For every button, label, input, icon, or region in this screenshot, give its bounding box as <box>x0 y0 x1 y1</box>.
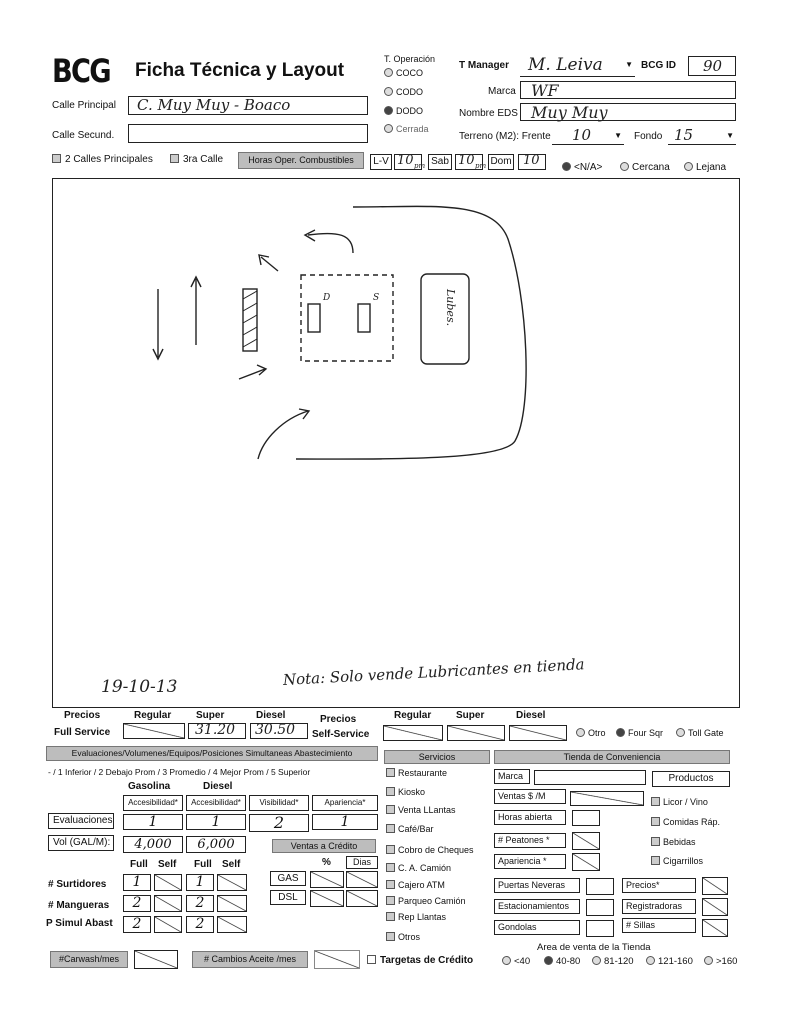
vol-label: Vol (GAL/M): <box>48 835 114 851</box>
self-diesel-field[interactable] <box>509 725 567 741</box>
terreno-label: Terreno (M2): Frente <box>459 131 551 142</box>
pump-dashed-box <box>301 275 393 361</box>
simul-self-gas[interactable] <box>154 916 182 933</box>
horas-oper-button[interactable]: Horas Oper. Combustibles <box>238 152 364 169</box>
self-super-label: Super <box>456 710 485 721</box>
checkbox-icon <box>651 856 660 865</box>
prox-cercana[interactable]: Cercana <box>620 162 670 173</box>
radio-icon <box>384 87 393 96</box>
mangueras-self-dsl[interactable] <box>217 895 247 912</box>
tienda-marca-label: Marca <box>494 769 530 784</box>
ventas-credito-button[interactable]: Ventas a Crédito <box>272 839 376 853</box>
date-note: 19-10-13 <box>101 677 178 697</box>
sillas-label: # Sillas <box>622 918 696 933</box>
producto-licor-vino[interactable]: Licor / Vino <box>651 797 708 807</box>
surtidores-label: # Surtidores <box>48 879 107 890</box>
checkbox-icon <box>386 863 395 872</box>
servicio-otros[interactable]: Otros <box>386 932 420 942</box>
radio-icon <box>592 956 601 965</box>
tienda-apariencia-label: Apariencia * <box>494 854 566 869</box>
eval-value[interactable]: 2 <box>249 814 309 832</box>
t-manager-label: T Manager <box>459 60 510 71</box>
nota-text: Nota: Solo vende Lubricantes en tienda <box>282 655 585 689</box>
bcg-id-label: BCG ID <box>641 60 676 71</box>
radio-icon <box>646 956 655 965</box>
calle-principal-label: Calle Principal <box>52 100 116 111</box>
servicio-kiosko[interactable]: Kiosko <box>386 787 425 797</box>
page-title: Ficha Técnica y Layout <box>135 60 345 81</box>
full-super-field[interactable]: 31.20 <box>188 723 246 739</box>
checkbox-icon <box>651 817 660 826</box>
chevron-down-icon: ▼ <box>726 131 734 140</box>
precios-tienda-label: Precios* <box>622 878 696 893</box>
gasolina-label: Gasolina <box>128 781 171 792</box>
servicios-header[interactable]: Servicios <box>384 750 490 764</box>
estacionamientos-label: Estacionamientos <box>494 899 580 914</box>
evaluaciones-label: Evaluaciones <box>48 813 114 829</box>
dom-field[interactable]: 10 <box>518 154 546 170</box>
surtidores-self-gas[interactable] <box>154 874 182 891</box>
surtidores-full-gas[interactable]: 1 <box>123 874 151 891</box>
gas-pct-field[interactable] <box>310 871 344 888</box>
area-lt40[interactable]: <40 <box>502 956 530 967</box>
area-40-80[interactable]: 40-80 <box>544 956 580 967</box>
nombre-eds-label: Nombre EDS <box>459 108 518 119</box>
radio-icon <box>576 728 585 737</box>
estacionamientos-field[interactable] <box>586 899 614 916</box>
eval-diesel-label: Diesel <box>203 781 233 792</box>
checkbox-icon <box>386 912 395 921</box>
dias-label: Dias <box>346 856 378 869</box>
dsl-label: DSL <box>270 890 306 905</box>
precios-self-label-2: Self-Service <box>312 729 370 740</box>
nombre-eds-field[interactable]: Muy Muy <box>520 103 736 121</box>
toll-four-sqr[interactable]: Four Sqr <box>616 728 663 738</box>
checkbox-icon <box>651 797 660 806</box>
self-regular-label: Regular <box>394 710 432 721</box>
dsl-pct-field[interactable] <box>310 890 344 907</box>
cambios-aceite-field[interactable] <box>314 950 360 969</box>
t-operacion-label: T. Operación <box>384 54 436 64</box>
radio-icon <box>684 162 693 171</box>
checkbox-icon <box>386 880 395 889</box>
sab-label: Sab <box>428 154 452 170</box>
horas-abierta-label: Horas abierta <box>494 810 566 825</box>
dos-calles-checkbox[interactable]: 2 Calles Principales <box>52 154 153 165</box>
peatones-field[interactable] <box>572 832 600 850</box>
gondolas-field[interactable] <box>586 920 614 937</box>
radio-icon <box>502 956 511 965</box>
carwash-field[interactable] <box>134 950 178 969</box>
layout-sketch-area[interactable] <box>52 178 740 708</box>
full-label: Full <box>130 859 148 870</box>
radio-icon <box>384 68 393 77</box>
mangueras-full-gas[interactable]: 2 <box>123 895 151 912</box>
dsl-dias-field[interactable] <box>346 890 378 907</box>
op-coco[interactable]: COCO <box>384 68 423 78</box>
toll-gate[interactable]: Toll Gate <box>676 728 724 738</box>
col-accesibilidad-gas: Accesibilidad* <box>123 795 183 811</box>
self-label: Self <box>222 859 241 870</box>
dom-label: Dom <box>488 154 514 170</box>
surtidores-full-dsl[interactable]: 1 <box>186 874 214 891</box>
lubes-label: Lubes. <box>444 289 457 327</box>
radio-icon <box>676 728 685 737</box>
cambios-aceite-button[interactable]: # Cambios Aceite /mes <box>192 951 308 968</box>
gas-dias-field[interactable] <box>346 871 378 888</box>
radio-icon <box>704 956 713 965</box>
checkbox-icon <box>386 824 395 833</box>
horas-abierta-field[interactable] <box>572 810 600 826</box>
radio-selected-icon <box>616 728 625 737</box>
checkbox-icon <box>170 154 179 163</box>
pump-label-d: D <box>323 293 331 303</box>
simul-self-dsl[interactable] <box>217 916 247 933</box>
radio-icon <box>384 124 393 133</box>
servicio-cafe-bar[interactable]: Café/Bar <box>386 824 434 834</box>
full-regular-field[interactable] <box>123 723 185 739</box>
vol-gasolina[interactable]: 4,000 <box>123 836 183 853</box>
self-super-field[interactable] <box>447 725 505 741</box>
bcg-id-field[interactable]: 90 <box>688 56 736 76</box>
mangueras-label: # Mangueras <box>48 900 110 911</box>
tres-calle-checkbox[interactable]: 3ra Calle <box>170 154 223 165</box>
lv-label: L-V <box>370 154 392 170</box>
checkbox-icon <box>367 955 376 964</box>
col-apariencia: Apariencia* <box>312 795 378 811</box>
mangueras-full-dsl[interactable]: 2 <box>186 895 214 912</box>
checkbox-icon <box>386 896 395 905</box>
sillas-field[interactable] <box>702 919 728 937</box>
ventas-label: Ventas $ /M <box>494 789 566 804</box>
diesel-label: Diesel <box>256 710 286 721</box>
t-manager-field[interactable]: M. Leiva ▼ <box>520 55 635 77</box>
pump-left <box>308 304 320 332</box>
fondo-field[interactable]: 15 ▼ <box>668 126 736 145</box>
op-cerrada[interactable]: Cerrada <box>384 124 429 134</box>
productos-label: Productos <box>652 771 730 787</box>
toll-otro[interactable]: Otro <box>576 728 606 738</box>
precios-full-label-1: Precios <box>64 710 101 721</box>
gondolas-label: Gondolas <box>494 920 580 935</box>
bcg-logo: BCG <box>52 52 110 90</box>
op-codo[interactable]: CODO <box>384 87 423 97</box>
curve-arrow-bottom <box>258 411 308 459</box>
fondo-label: Fondo <box>634 131 663 142</box>
checkbox-icon <box>386 805 395 814</box>
area-gt160[interactable]: >160 <box>704 956 737 967</box>
tienda-header[interactable]: Tienda de Conveniencia <box>494 750 730 764</box>
canopy-outline <box>296 206 526 459</box>
calle-secund-field[interactable] <box>128 124 368 143</box>
carwash-button[interactable]: #Carwash/mes <box>50 951 128 968</box>
servicio-rep-llantas[interactable]: Rep Llantas <box>386 912 446 922</box>
eval-value[interactable]: 1 <box>312 814 378 830</box>
producto-bebidas[interactable]: Bebidas <box>651 837 696 847</box>
surtidores-self-dsl[interactable] <box>217 874 247 891</box>
registradoras-field[interactable] <box>702 898 728 916</box>
area-81-120[interactable]: 81-120 <box>592 956 634 967</box>
tienda-marca-field[interactable] <box>534 770 646 785</box>
chevron-down-icon: ▼ <box>625 60 633 69</box>
checkbox-icon <box>386 932 395 941</box>
tarjetas-credito-checkbox[interactable]: Targetas de Crédito <box>367 955 473 966</box>
gas-label: GAS <box>270 871 306 886</box>
full-diesel-field[interactable]: 30.50 <box>250 723 308 739</box>
checkbox-icon <box>52 154 61 163</box>
radio-selected-icon <box>544 956 553 965</box>
radio-icon <box>620 162 629 171</box>
checkbox-icon <box>386 845 395 854</box>
chevron-down-icon: ▼ <box>614 131 622 140</box>
checkbox-icon <box>386 768 395 777</box>
simul-full-dsl[interactable]: 2 <box>186 916 214 933</box>
precios-full-label-2: Full Service <box>54 727 111 738</box>
col-accesibilidad-dsl: Accesibilidad* <box>186 795 246 811</box>
mangueras-self-gas[interactable] <box>154 895 182 912</box>
sab-field[interactable]: 10 pm <box>455 154 483 170</box>
vol-diesel[interactable]: 6,000 <box>186 836 246 853</box>
pump-label-s: S <box>373 293 380 303</box>
simul-full-gas[interactable]: 2 <box>123 916 151 933</box>
pct-label: % <box>322 857 331 868</box>
ventas-field[interactable] <box>570 791 644 806</box>
registradoras-label: Registradoras <box>622 899 696 914</box>
checkbox-icon <box>651 837 660 846</box>
checkbox-icon <box>386 787 395 796</box>
servicio-cajero-atm[interactable]: Cajero ATM <box>386 880 445 890</box>
servicio-venta-llantas[interactable]: Venta LLantas <box>386 805 456 815</box>
marca-field[interactable]: WF <box>520 81 736 99</box>
arrow-topleft <box>261 257 278 271</box>
producto-comidas-rap[interactable]: Comidas Ráp. <box>651 817 720 827</box>
pump-right <box>358 304 370 332</box>
puertas-neveras-label: Puertas Neveras <box>494 878 580 893</box>
self-regular-field[interactable] <box>383 725 443 741</box>
super-label: Super <box>196 710 225 721</box>
eval-value[interactable]: 1 <box>123 814 183 830</box>
evaluaciones-header-bar[interactable]: Evaluaciones/Volumenes/Equipos/Posiciones Simultaneas Abastecimiento <box>46 746 378 761</box>
puertas-neveras-field[interactable] <box>586 878 614 895</box>
radio-selected-icon <box>384 106 393 115</box>
area-venta-label: Area de venta de la Tienda <box>537 942 651 953</box>
op-dodo[interactable]: DODO <box>384 106 423 116</box>
col-visibilidad: Visibilidad* <box>249 795 309 811</box>
regular-label: Regular <box>134 710 172 721</box>
self-diesel-label: Diesel <box>516 710 546 721</box>
servicio-cobro-cheques[interactable]: Cobro de Cheques <box>386 845 474 855</box>
peatones-label: # Peatones * <box>494 833 566 848</box>
apariencia-field[interactable] <box>572 853 600 871</box>
precios-self-label-1: Precios <box>320 714 357 725</box>
servicio-ca-camion[interactable]: C. A. Camión <box>386 863 451 873</box>
lv-field[interactable]: 10 pm <box>394 154 422 170</box>
calle-principal-field[interactable]: C. Muy Muy - Boaco <box>128 96 368 115</box>
self-label: Self <box>158 859 177 870</box>
eval-value[interactable]: 1 <box>186 814 246 830</box>
curve-arrow-top <box>308 233 353 253</box>
precios-tienda-field[interactable] <box>702 877 728 895</box>
prox-lejana[interactable]: Lejana <box>684 162 726 173</box>
evaluation-scale: - / 1 Inferior / 2 Debajo Prom / 3 Promedio / 4 Mejor Prom / 5 Superior <box>48 767 311 777</box>
full-label: Full <box>194 859 212 870</box>
calle-secund-label: Calle Secund. <box>52 130 115 141</box>
radio-selected-icon <box>562 162 571 171</box>
layout-sketch-drawing <box>53 179 741 709</box>
servicio-parqueo-camion[interactable]: Parqueo Camión <box>386 896 466 906</box>
prox-na[interactable]: <N/A> <box>562 162 602 173</box>
marca-label: Marca <box>488 86 516 97</box>
servicio-restaurante[interactable]: Restaurante <box>386 768 447 778</box>
simul-abast-label: P Simul Abast <box>46 918 113 929</box>
producto-cigarrillos[interactable]: Cigarrillos <box>651 856 703 866</box>
frente-field[interactable]: 10 ▼ <box>552 126 624 145</box>
area-121-160[interactable]: 121-160 <box>646 956 693 967</box>
